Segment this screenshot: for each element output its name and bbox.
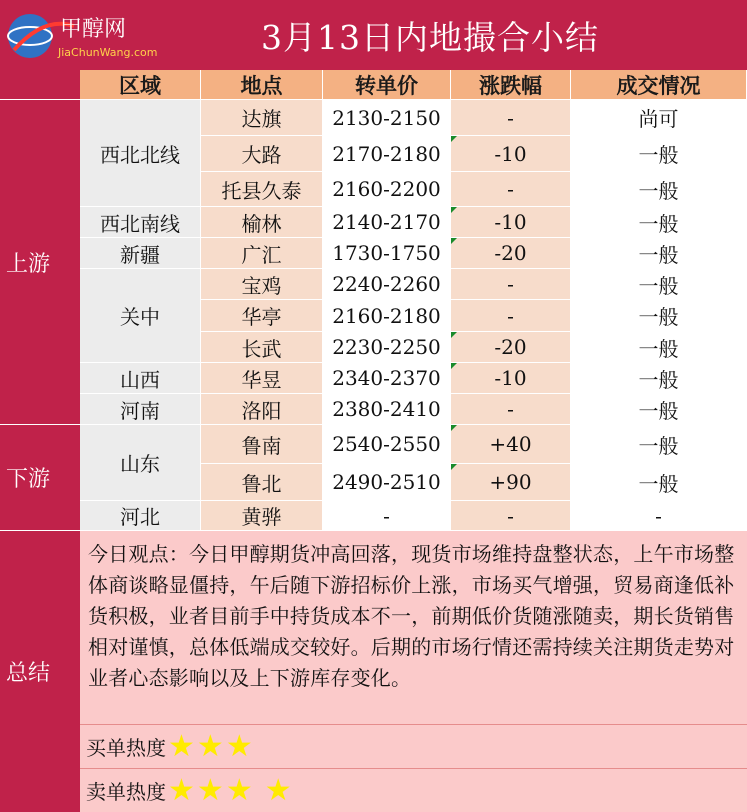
star-icon: ★ <box>264 772 292 808</box>
brand-name: 甲醇网 <box>60 17 127 42</box>
header-corner <box>0 70 80 100</box>
status-cell: 一般 <box>571 238 747 269</box>
region-cell: 新疆 <box>80 238 201 269</box>
buy-heat-label: 买单热度 <box>86 736 166 760</box>
change-cell: -10 <box>451 363 571 394</box>
place-cell: 达旗 <box>201 100 323 136</box>
price-cell: 1730-1750 <box>323 238 451 269</box>
change-cell: - <box>451 394 571 425</box>
place-cell: 鲁北 <box>201 464 323 501</box>
star-icon: ★ <box>168 728 195 764</box>
price-cell: 2240-2260 <box>323 269 451 300</box>
change-cell: -20 <box>451 332 571 363</box>
status-cell: 一般 <box>571 300 747 332</box>
section-summary: 总结 <box>0 531 80 812</box>
sell-heat-row <box>80 768 747 812</box>
cell-note-marker <box>451 363 457 369</box>
status-cell: 一般 <box>571 207 747 238</box>
place-cell: 华昱 <box>201 363 323 394</box>
header-status: 成交情况 <box>571 70 747 100</box>
page-title: 3月13日内地撮合小结 <box>261 17 599 57</box>
status-cell: 一般 <box>571 332 747 363</box>
change-cell: - <box>451 300 571 332</box>
star-icon: ★ <box>196 728 224 764</box>
place-cell: 托县久泰 <box>201 172 323 207</box>
section-upstream: 上游 <box>0 100 80 425</box>
change-cell: - <box>451 172 571 207</box>
price-cell: 2380-2410 <box>323 394 451 425</box>
place-cell: 大路 <box>201 136 323 172</box>
place-cell: 鲁南 <box>201 425 323 464</box>
cell-note-marker <box>451 136 457 142</box>
star-icon: ★ <box>168 772 195 808</box>
change-cell: - <box>451 501 571 531</box>
region-cell: 关中 <box>80 269 201 363</box>
price-cell: - <box>323 501 451 531</box>
summary-text: 今日观点：今日甲醇期货冲高回落，现货市场维持盘整状态，上午市场整体商谈略显僵持，午后随下游招标价上涨，市场买气增强，贸易商逢低补货积极，业者目前手中持货成本不一，前期低价货随涨随卖，期长货销售相对谨慎，总体低端成交较好。后期的市场行情还需持续关注期货走势对业者心态影响以及上下游库存变化。 <box>80 531 747 724</box>
header-price: 转单价 <box>323 70 451 100</box>
header-region: 区域 <box>80 70 201 100</box>
place-cell: 榆林 <box>201 207 323 238</box>
star-icon: ★ <box>196 772 224 808</box>
price-cell: 2160-2200 <box>323 172 451 207</box>
change-cell: -10 <box>451 207 571 238</box>
status-cell: 一般 <box>571 269 747 300</box>
status-cell: 一般 <box>571 464 747 501</box>
header-place: 地点 <box>201 70 323 100</box>
price-cell: 2230-2250 <box>323 332 451 363</box>
cell-note-marker <box>451 238 457 244</box>
price-cell: 2160-2180 <box>323 300 451 332</box>
cell-note-marker <box>451 207 457 213</box>
place-cell: 黄骅 <box>201 501 323 531</box>
status-cell: 尚可 <box>571 100 747 136</box>
region-cell: 山东 <box>80 425 201 501</box>
header-change: 涨跌幅 <box>451 70 571 100</box>
region-cell: 西北北线 <box>80 100 201 207</box>
status-cell: 一般 <box>571 172 747 207</box>
cell-note-marker <box>451 332 457 338</box>
region-cell: 河南 <box>80 394 201 425</box>
status-cell: - <box>571 501 747 531</box>
status-cell: 一般 <box>571 394 747 425</box>
region-cell: 山西 <box>80 363 201 394</box>
buy-heat-row <box>80 724 747 768</box>
change-cell: -20 <box>451 238 571 269</box>
price-cell: 2540-2550 <box>323 425 451 464</box>
change-cell: -10 <box>451 136 571 172</box>
place-cell: 洛阳 <box>201 394 323 425</box>
change-cell: +40 <box>451 425 571 464</box>
change-cell: +90 <box>451 464 571 501</box>
cell-note-marker <box>451 464 457 470</box>
price-cell: 2130-2150 <box>323 100 451 136</box>
place-cell: 长武 <box>201 332 323 363</box>
place-cell: 广汇 <box>201 238 323 269</box>
cell-note-marker <box>451 425 457 431</box>
price-cell: 2490-2510 <box>323 464 451 501</box>
status-cell: 一般 <box>571 425 747 464</box>
brand-logo <box>4 6 164 64</box>
globe-icon <box>4 6 164 64</box>
change-cell: - <box>451 269 571 300</box>
brand-url: JiaChunWang.com <box>58 46 158 59</box>
status-cell: 一般 <box>571 136 747 172</box>
status-cell: 一般 <box>571 363 747 394</box>
price-cell: 2140-2170 <box>323 207 451 238</box>
star-icon: ★ <box>225 772 253 808</box>
region-cell: 西北南线 <box>80 207 201 238</box>
price-cell: 2170-2180 <box>323 136 451 172</box>
section-downstream: 下游 <box>0 425 80 531</box>
sell-heat-label: 卖单热度 <box>86 780 166 804</box>
price-cell: 2340-2370 <box>323 363 451 394</box>
place-cell: 华亭 <box>201 300 323 332</box>
change-cell: - <box>451 100 571 136</box>
place-cell: 宝鸡 <box>201 269 323 300</box>
region-cell: 河北 <box>80 501 201 531</box>
star-icon: ★ <box>225 728 253 764</box>
